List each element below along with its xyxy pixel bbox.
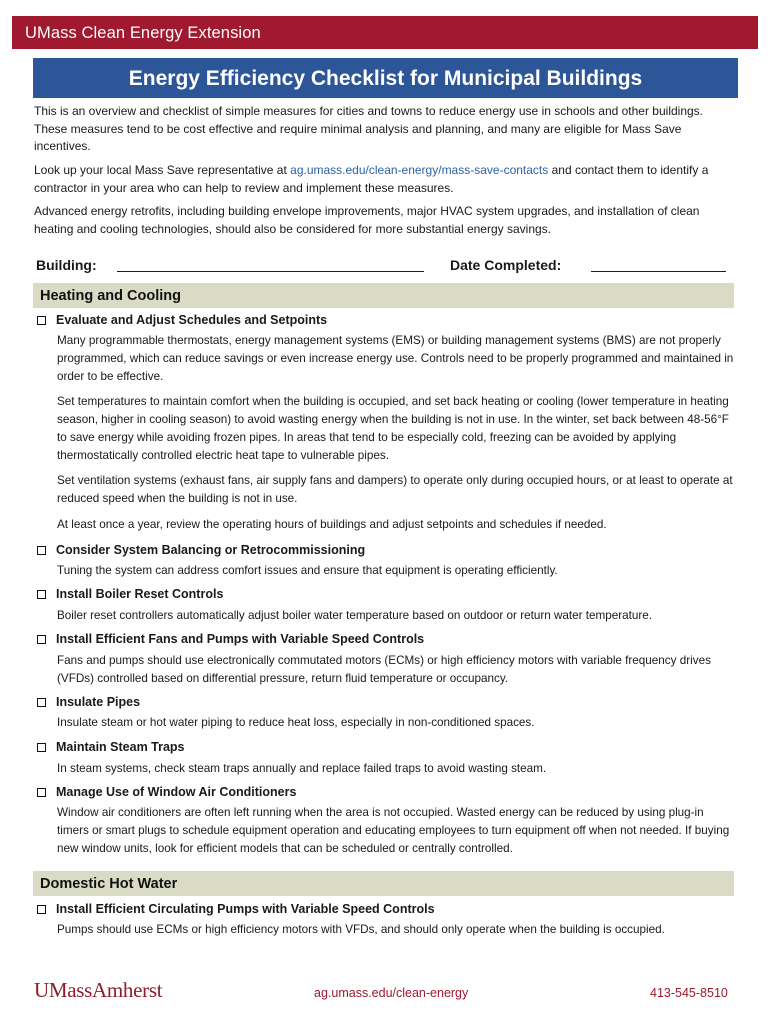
item-title: Install Efficient Fans and Pumps with Variable Speed Controls bbox=[56, 632, 425, 646]
building-field[interactable] bbox=[117, 271, 424, 272]
item-title: Evaluate and Adjust Schedules and Setpoints bbox=[56, 313, 328, 327]
item-description: Many programmable thermostats, energy management systems (EMS) or building management systems (BMS) are not properly programmed, which can reduce savings or even increase energy use. Controls need to be properly programmed and maintained in order to be effective. bbox=[57, 334, 734, 383]
item-title: Manage Use of Window Air Conditioners bbox=[56, 785, 297, 799]
item-title: Install Boiler Reset Controls bbox=[56, 587, 224, 601]
item-description: Fans and pumps should use electronically commutated motors (ECMs) or high efficiency motors with variable frequency drives (VFDs) controlled based on differential pressure, return fluid temperature or occupancy. bbox=[57, 654, 711, 685]
checkbox[interactable] bbox=[37, 788, 46, 797]
checklist-item bbox=[37, 630, 424, 648]
footer-url[interactable]: ag.umass.edu/clean-energy bbox=[314, 986, 469, 1000]
item-description: Tuning the system can address comfort issues and ensure that equipment is operating efficiently. bbox=[57, 564, 558, 577]
item-title: Maintain Steam Traps bbox=[56, 740, 185, 754]
page-title: Energy Efficiency Checklist for Municipal Buildings bbox=[33, 58, 738, 98]
item-title: Consider System Balancing or Retrocommissioning bbox=[56, 543, 366, 557]
intro-paragraph-3: Advanced energy retrofits, including building envelope improvements, major HVAC system upgrades, and installation of clean heating and cooling technologies, should also be considered for more substantial energy savings. bbox=[34, 204, 700, 236]
intro-text-before-link: Look up your local Mass Save representative at bbox=[34, 163, 291, 177]
item-title: Install Efficient Circulating Pumps with Variable Speed Controls bbox=[56, 902, 435, 916]
checkbox[interactable] bbox=[37, 743, 46, 752]
checklist-item bbox=[37, 900, 435, 918]
item-description: Set temperatures to maintain comfort when the building is occupied, and set back heating or cooling (lower temperature in heating season, higher in cooling season) to avoid wasting energy when the building is not in use. In the winter, set back between 48-56°F to save energy while avoiding frozen pipes. In areas that tend to be especially cold, freezing can be avoided by applying thermostatically controlled electric heat tape to vulnerable pipes. bbox=[57, 395, 729, 462]
section-heading-domestic-hot-water: Domestic Hot Water bbox=[33, 871, 734, 896]
item-description: Boiler reset controllers automatically adjust boiler water temperature based on outdoor or return water temperature. bbox=[57, 609, 653, 622]
checkbox[interactable] bbox=[37, 635, 46, 644]
item-description: Set ventilation systems (exhaust fans, air supply fans and dampers) to operate only during occupied hours, or at least to operate at reduced speed when the building is not in use. bbox=[57, 474, 733, 505]
item-description: Insulate steam or hot water piping to reduce heat loss, especially in non-conditioned spaces. bbox=[57, 716, 535, 729]
checkbox[interactable] bbox=[37, 905, 46, 914]
item-description: At least once a year, review the operating hours of buildings and adjust setpoints and schedules if needed. bbox=[57, 518, 607, 531]
date-completed-label: Date Completed: bbox=[450, 257, 562, 273]
umass-amherst-logo: UMassAmherst bbox=[34, 978, 163, 1002]
date-completed-field[interactable] bbox=[591, 271, 726, 272]
footer-phone: 413-545-8510 bbox=[650, 986, 728, 1000]
item-title: Insulate Pipes bbox=[56, 695, 141, 709]
section-heading-cooling: Heating and Cooling bbox=[33, 283, 734, 308]
checkbox[interactable] bbox=[37, 546, 46, 555]
checkbox[interactable] bbox=[37, 316, 46, 325]
checkbox[interactable] bbox=[37, 698, 46, 707]
program-banner: UMass Clean Energy Extension bbox=[12, 16, 758, 49]
item-description: In steam systems, check steam traps annually and replace failed traps to avoid wasting steam. bbox=[57, 762, 547, 775]
intro-paragraph-2 bbox=[34, 162, 734, 197]
checklist-item bbox=[37, 738, 185, 756]
checklist-item bbox=[37, 585, 223, 603]
item-description: Pumps should use ECMs or high efficiency motors with VFDs, and should only operate when the building is occupied. bbox=[57, 923, 665, 936]
item-description: Window air conditioners are often left running when the area is not occupied. Wasted energy can be reduced by using plug-in timers or smart plugs to schedule equipment operation and educating employees to turn equipment off when not needed. If buying new window units, look for efficient models that can be scheduled or centrally controlled. bbox=[57, 806, 730, 855]
checklist-item bbox=[37, 311, 327, 329]
intro-paragraph-1: This is an overview and checklist of simple measures for cities and towns to reduce energy use in schools and other buildings. These measures tend to be cost effective and require minimal analysis and planning, and many are eligible for Mass Save incentives. bbox=[34, 104, 704, 153]
mass-save-contacts-link[interactable]: ag.umass.edu/clean-energy/mass-save-contacts bbox=[290, 163, 549, 177]
checklist-item bbox=[37, 783, 296, 801]
checkbox[interactable] bbox=[37, 590, 46, 599]
building-label: Building: bbox=[36, 257, 97, 273]
checklist-item bbox=[37, 693, 140, 711]
checklist-item bbox=[37, 541, 365, 559]
intro-text-after-link: and contact them to identify a contractor in your area who can help to review and implement these measures. bbox=[34, 163, 709, 195]
